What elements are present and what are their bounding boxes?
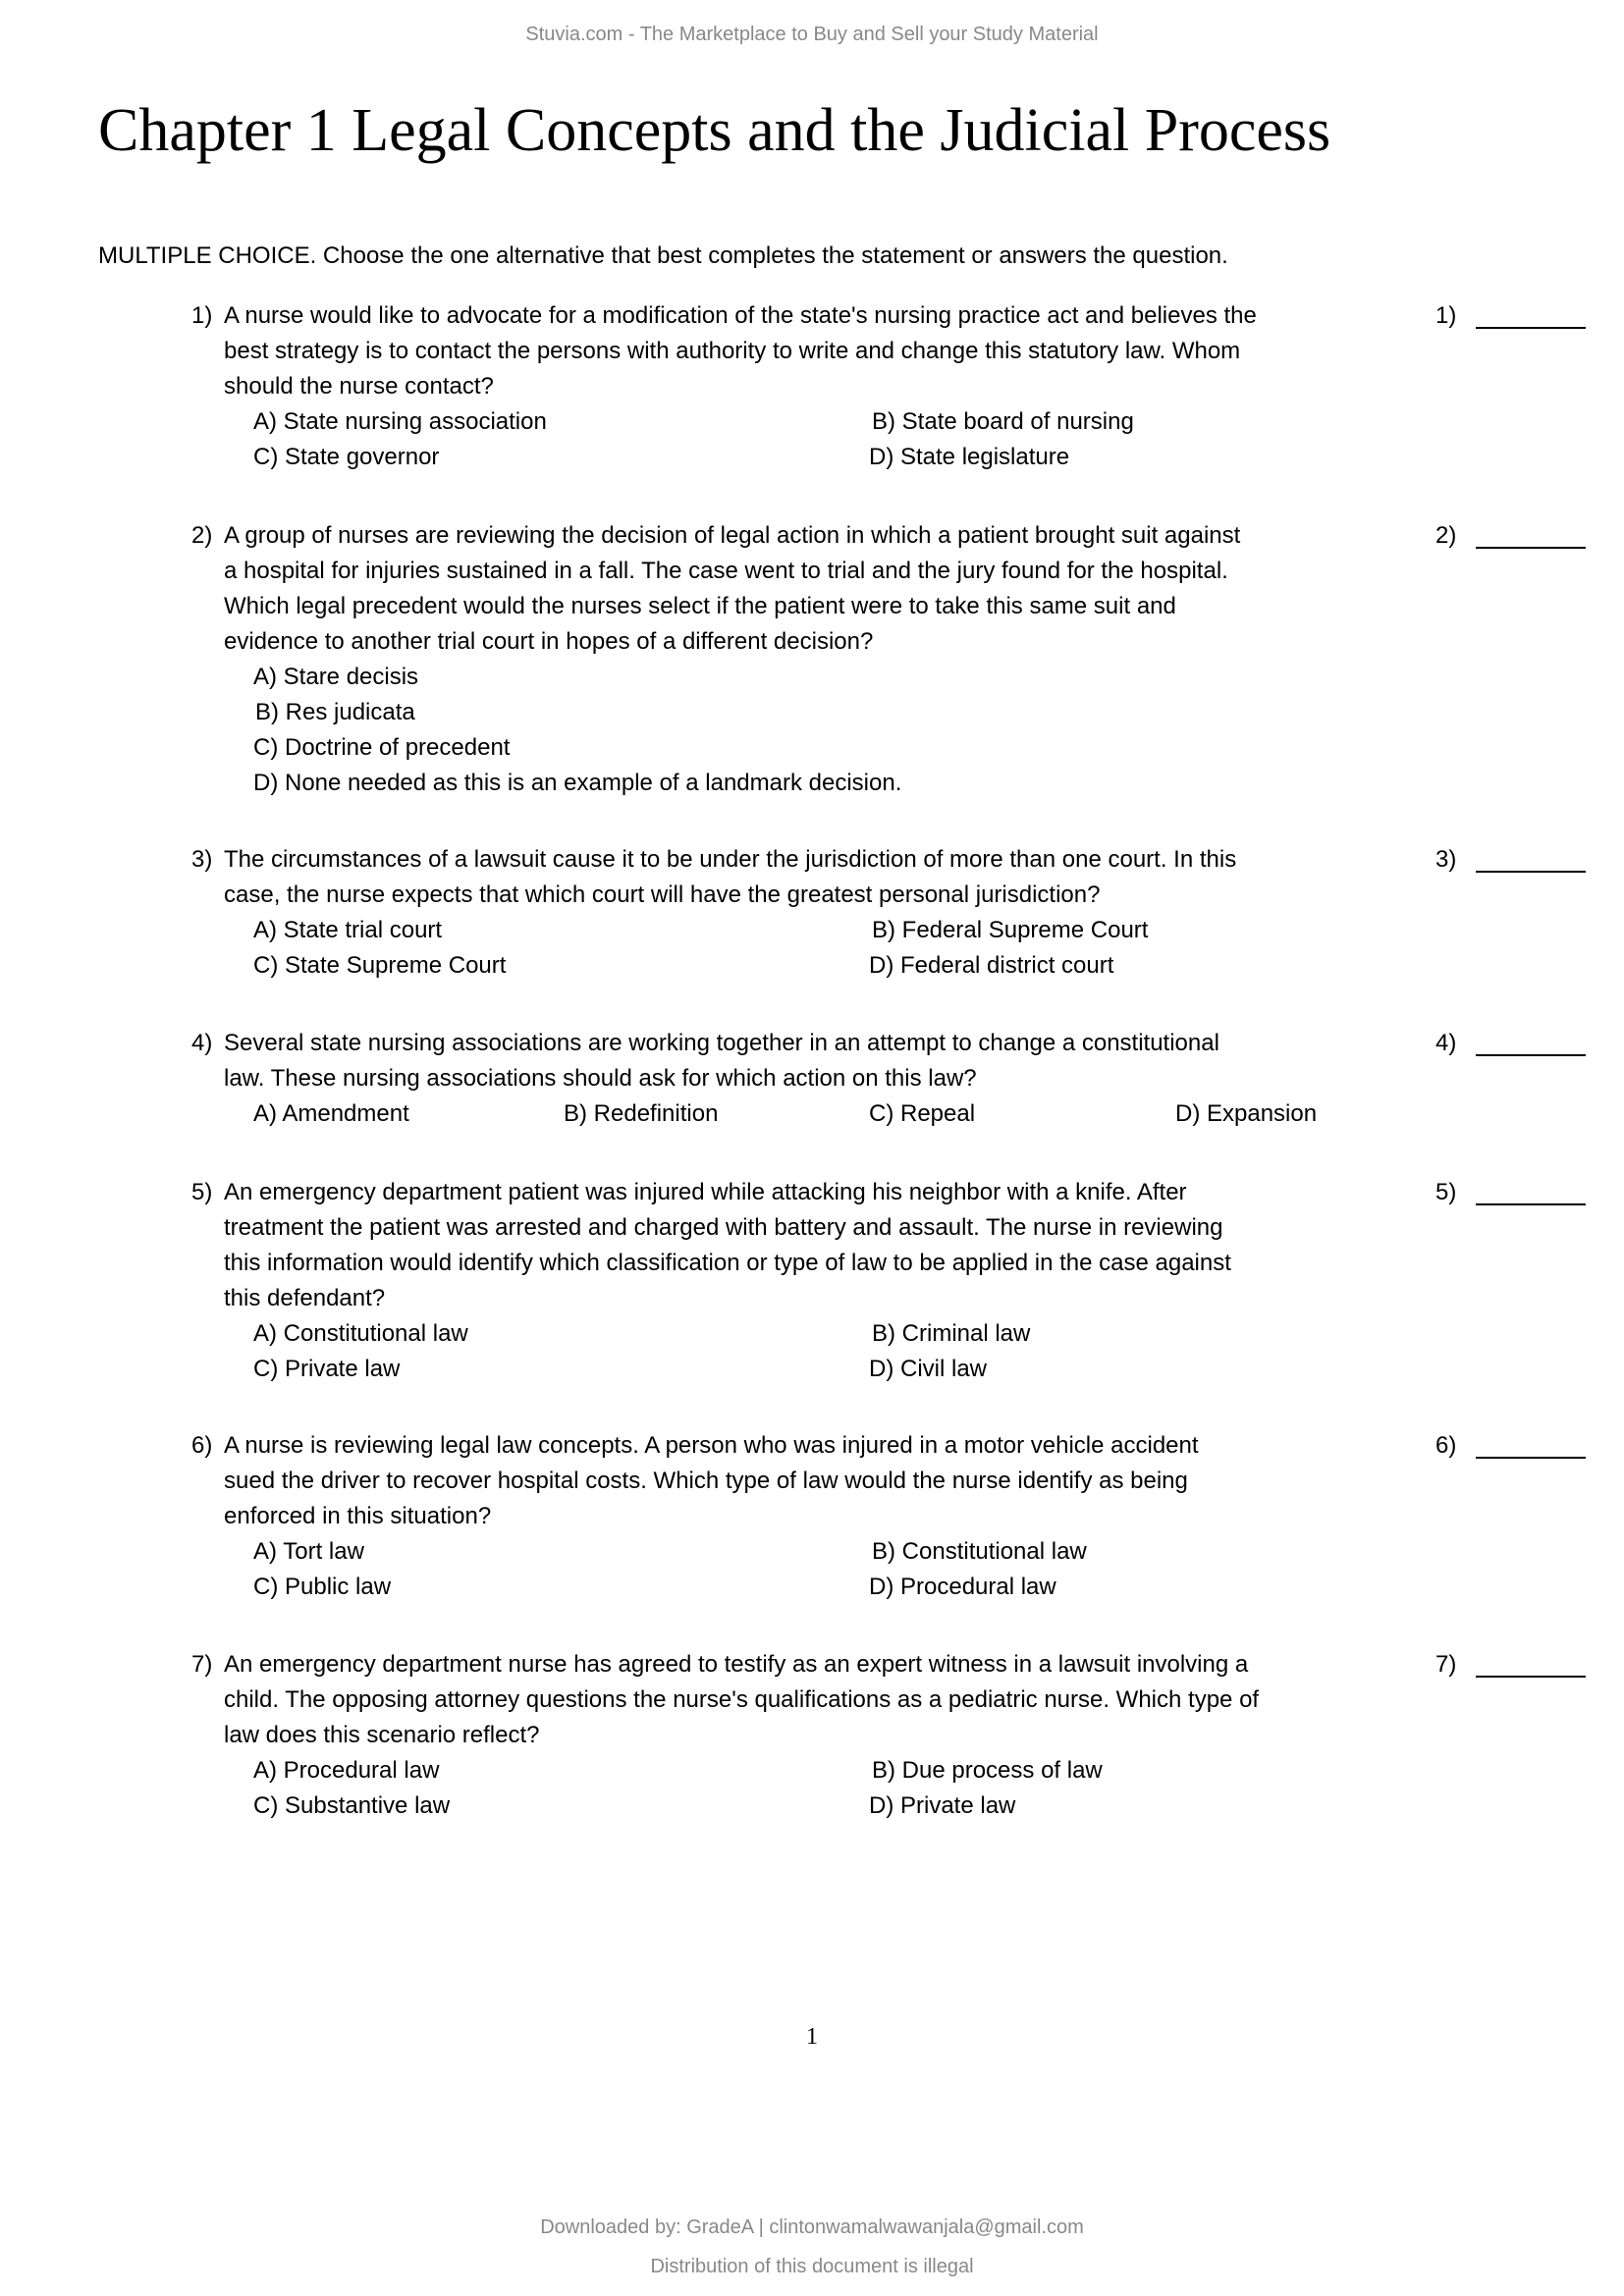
answer-number: 2) <box>1435 522 1457 549</box>
instructions: MULTIPLE CHOICE. Choose the one alternative that best completes the statement or answers the question. <box>98 242 1228 269</box>
question-text <box>224 1647 1259 1753</box>
answer-blank[interactable] <box>1476 1676 1586 1678</box>
answer-option: D) Procedural law <box>869 1574 1056 1600</box>
question-text <box>224 518 1240 660</box>
answer-option: C) Private law <box>253 1356 401 1382</box>
question-text <box>224 298 1257 404</box>
answer-blank[interactable] <box>1476 1203 1586 1205</box>
distribution-notice: Distribution of this document is illegal <box>650 2256 974 2277</box>
answer-option: D) Federal district court <box>869 952 1114 979</box>
question-line: The circumstances of a lawsuit cause it to be under the jurisdiction of more than one court. In this <box>224 846 1237 873</box>
answer-option: B) Criminal law <box>872 1320 1031 1347</box>
answer-option: B) Federal Supreme Court <box>872 917 1149 943</box>
answer-option: C) State Supreme Court <box>253 952 507 979</box>
question-number: 6) <box>191 1432 213 1459</box>
answer-option: C) State governor <box>253 444 440 470</box>
download-footer: Downloaded by: GradeA | clintonwamalwawanjala@gmail.com <box>540 2216 1084 2238</box>
answer-blank[interactable] <box>1476 1457 1586 1459</box>
question-number: 2) <box>191 522 213 549</box>
page-title: Chapter 1 Legal Concepts and the Judicial Process <box>98 97 1331 164</box>
question-line: A nurse is reviewing legal law concepts. A person who was injured in a motor vehicle accident <box>224 1432 1199 1459</box>
question-line: law does this scenario reflect? <box>224 1722 540 1748</box>
answer-option: C) Doctrine of precedent <box>253 734 511 761</box>
question-text <box>224 842 1236 913</box>
question-text <box>224 1428 1199 1534</box>
question-line: A nurse would like to advocate for a modification of the state's nursing practice act and believes the <box>224 302 1257 329</box>
question-line: evidence to another trial court in hopes of a different decision? <box>224 628 874 655</box>
answer-option: C) Repeal <box>869 1100 976 1127</box>
question-text <box>224 1026 1219 1096</box>
answer-option: B) Res judicata <box>255 699 415 725</box>
question-line: Several state nursing associations are working together in an attempt to change a constitutional <box>224 1030 1219 1056</box>
answer-option: B) Redefinition <box>564 1100 719 1127</box>
question-line: enforced in this situation? <box>224 1503 492 1529</box>
answer-blank[interactable] <box>1476 871 1586 873</box>
question-line: treatment the patient was arrested and charged with battery and assault. The nurse in reviewing <box>224 1214 1223 1241</box>
answer-option: C) Public law <box>253 1574 392 1600</box>
question-number: 4) <box>191 1030 213 1056</box>
answer-number: 4) <box>1435 1030 1457 1056</box>
answer-option: B) Due process of law <box>872 1757 1103 1784</box>
answer-option: C) Substantive law <box>253 1792 451 1819</box>
answer-blank[interactable] <box>1476 1054 1586 1056</box>
answer-option: A) Procedural law <box>253 1757 440 1784</box>
question-line: child. The opposing attorney questions the nurse's qualifications as a pediatric nurse. Which type of <box>224 1686 1260 1713</box>
answer-number: 3) <box>1435 846 1457 873</box>
question-line: Which legal precedent would the nurses select if the patient were to take this same suit and <box>224 593 1176 619</box>
answer-option: B) Constitutional law <box>872 1538 1087 1565</box>
question-line: An emergency department patient was injured while attacking his neighbor with a knife. After <box>224 1179 1187 1205</box>
question-line: law. These nursing associations should ask for which action on this law? <box>224 1065 977 1092</box>
question-number: 5) <box>191 1179 213 1205</box>
answer-option: A) Constitutional law <box>253 1320 468 1347</box>
answer-option: D) None needed as this is an example of a landmark decision. <box>253 770 902 796</box>
answer-option: A) Tort law <box>253 1538 364 1565</box>
answer-option: B) State board of nursing <box>872 408 1134 435</box>
answer-blank[interactable] <box>1476 547 1586 549</box>
question-line: A group of nurses are reviewing the decision of legal action in which a patient brought suit against <box>224 522 1241 549</box>
page-number: 1 <box>806 2024 818 2050</box>
answer-option: D) Expansion <box>1175 1100 1318 1127</box>
site-header: Stuvia.com - The Marketplace to Buy and Sell your Study Material <box>525 24 1099 45</box>
question-line: a hospital for injuries sustained in a fall. The case went to trial and the jury found for the hospital. <box>224 558 1228 584</box>
answer-option: D) Private law <box>869 1792 1016 1819</box>
question-number: 3) <box>191 846 213 873</box>
answer-number: 6) <box>1435 1432 1457 1459</box>
answer-option: D) Civil law <box>869 1356 987 1382</box>
question-line: sued the driver to recover hospital costs. Which type of law would the nurse identify as being <box>224 1468 1188 1494</box>
question-number: 7) <box>191 1651 213 1678</box>
answer-number: 7) <box>1435 1651 1457 1678</box>
answer-option: A) State trial court <box>253 917 443 943</box>
question-line: An emergency department nurse has agreed to testify as an expert witness in a lawsuit involving a <box>224 1651 1249 1678</box>
answer-number: 5) <box>1435 1179 1457 1205</box>
question-text <box>224 1175 1231 1316</box>
answer-option: D) State legislature <box>869 444 1070 470</box>
question-line: should the nurse contact? <box>224 373 494 400</box>
answer-option: A) Stare decisis <box>253 664 419 690</box>
question-line: case, the nurse expects that which court will have the greatest personal jurisdiction? <box>224 881 1101 908</box>
question-number: 1) <box>191 302 213 329</box>
answer-number: 1) <box>1435 302 1457 329</box>
question-line: this information would identify which classification or type of law to be applied in the case against <box>224 1250 1231 1276</box>
question-line: this defendant? <box>224 1285 386 1311</box>
question-line: best strategy is to contact the persons with authority to write and change this statutory law. Whom <box>224 338 1241 364</box>
answer-blank[interactable] <box>1476 327 1586 329</box>
answer-option: A) Amendment <box>253 1100 409 1127</box>
answer-option: A) State nursing association <box>253 408 547 435</box>
